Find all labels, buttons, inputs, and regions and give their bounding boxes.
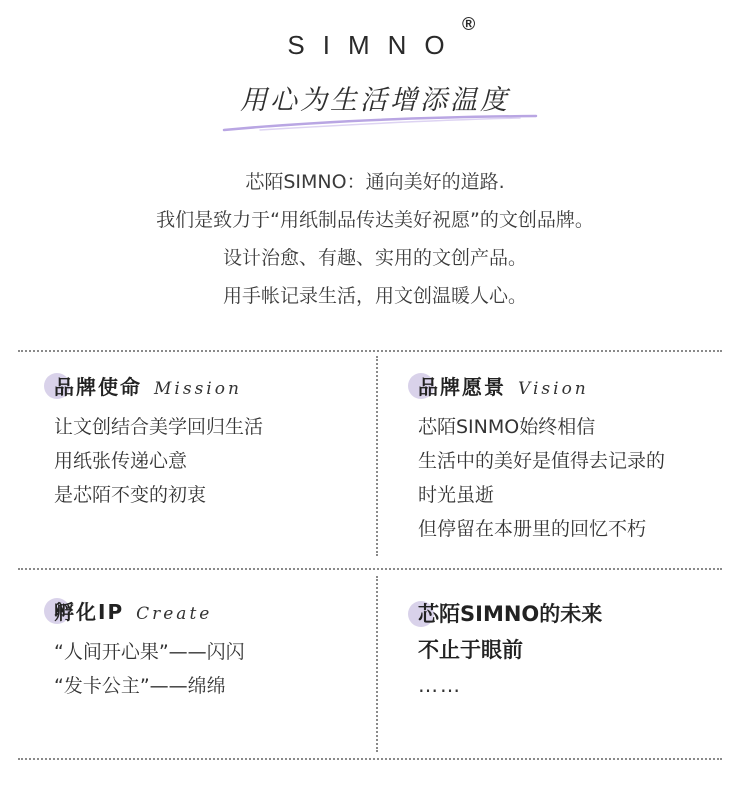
mission-title-zh: 品牌使命 <box>54 375 142 399</box>
vision-line: 生活中的美好是值得去记录的 <box>418 450 666 472</box>
vision-line: 但停留在本册里的回忆不朽 <box>418 518 647 540</box>
slogan-underline-swoosh <box>220 108 540 138</box>
create-lines <box>54 635 245 703</box>
divider-bottom <box>18 758 722 760</box>
intro-line: 芯陌SIMNO：通向美好的道路. <box>245 171 505 193</box>
mission-section <box>54 372 263 512</box>
create-line: “发卡公主”——绵绵 <box>54 675 226 697</box>
divider-top <box>18 350 722 352</box>
mission-lines <box>54 410 263 512</box>
create-section <box>54 597 245 703</box>
divider-vertical-lower <box>376 576 378 752</box>
divider-vertical-upper <box>376 356 378 556</box>
vision-title-zh: 品牌愿景 <box>418 375 506 399</box>
brand-slogan: 用心为生活增添温度 <box>240 85 510 116</box>
mission-line: 让文创结合美学回归生活 <box>54 416 264 438</box>
mission-title <box>54 372 263 402</box>
vision-section <box>418 372 665 546</box>
vision-lines <box>418 410 665 546</box>
vision-title-en: Vision <box>518 379 589 399</box>
intro-line: 我们是致力于“用纸制品传达美好祝愿”的文创品牌。 <box>156 209 594 231</box>
vision-title <box>418 372 665 402</box>
intro-line: 用手帐记录生活，用文创温暖人心。 <box>222 285 527 307</box>
mission-title-en: Mission <box>154 379 242 399</box>
vision-line: 芯陌SINMO始终相信 <box>418 416 596 438</box>
mission-line: 用纸张传递心意 <box>54 450 188 472</box>
create-title-en: Create <box>136 604 213 624</box>
create-title-zh: 孵化IP <box>54 600 125 624</box>
create-line: “人间开心果”——闪闪 <box>54 641 245 663</box>
divider-middle <box>18 568 722 570</box>
brand-name: SIMNO <box>287 30 463 60</box>
mission-line: 是芯陌不变的初衷 <box>54 484 207 506</box>
create-title <box>54 597 245 627</box>
future-line: 芯陌SIMNO的未来 <box>418 602 603 626</box>
brand-intro <box>0 163 750 315</box>
registered-mark: ® <box>462 14 476 34</box>
future-section <box>418 596 602 702</box>
intro-line: 设计治愈、有趣、实用的文创产品。 <box>222 247 527 269</box>
vision-line: 时光虽逝 <box>418 484 495 506</box>
future-ellipsis: …… <box>418 673 462 697</box>
future-title <box>418 596 602 632</box>
future-line: 不止于眼前 <box>418 638 523 662</box>
